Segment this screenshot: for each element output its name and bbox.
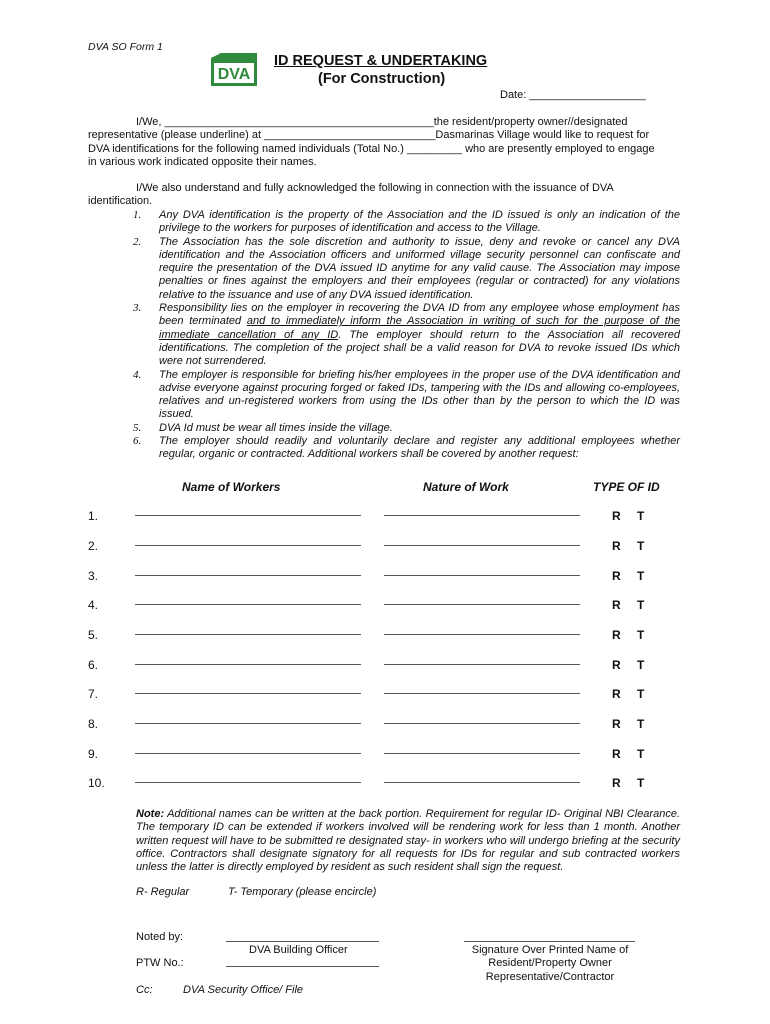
type-temporary-option[interactable]: T [637,776,645,790]
signature-caption: Signature Over Printed Name of Resident/Property Owner Representative/Contractor [471,944,629,983]
type-regular-option[interactable]: R [612,569,621,583]
nature-of-work-field[interactable] [384,782,580,783]
table-row: 4. R T [88,598,645,612]
type-regular-option[interactable]: R [612,776,621,790]
ptw-number-field[interactable] [226,966,379,967]
resident-signature-line[interactable] [464,941,635,942]
ack-line: I/We also understand and fully acknowledged the following in connection with the issuance of DVA [136,182,614,194]
note-text: Additional names can be written at the back portion. Requirement for regular ID- Original NBI Clearance. The temporary ID can be extended if workers involved will be rendering work for less than 1 month. Another written request will have to be submitted re designated stay- in workers who will undergo briefing at the security office. Contractors shall designate signatory for all requests for IDs for regular and sub contracted workers unless the latter is directly employed by resident as such resident shall sign the request. [136,808,680,874]
worker-name-field[interactable] [135,604,361,605]
term-item: 2. The Association has the sole discretion and authority to issue, deny and revoke or cancel any DVA identification and the Association officers and uniformed village security personnel can confiscate and require the presentation of the DVA issued ID anytime for any valid cause. The Association may impose penalties or fines against the employers and their employees (regular or contracted) for any violations relative to the issuance and use of any DVA issued identification. [133,235,680,301]
type-temporary-option[interactable]: T [637,539,645,553]
date-field[interactable]: Date: ___________________ [500,89,646,101]
table-row: 8. R T [88,717,645,731]
column-header-type: TYPE OF ID [593,480,660,494]
intro-line: representative (please underline) at ____________________________Dasmarinas Village would like to request for [88,129,650,142]
type-regular-option[interactable]: R [612,509,621,523]
type-temporary-option[interactable]: T [637,717,645,731]
cc-value: DVA Security Office/ File [183,984,304,996]
terms-list [133,209,681,462]
nature-of-work-field[interactable] [384,515,580,516]
cc-label: Cc: [136,984,153,996]
logo-text: DVA [217,66,251,83]
table-row: 6. R T [88,658,645,672]
type-temporary-option[interactable]: T [637,569,645,583]
worker-name-field[interactable] [135,782,361,783]
ack-line: identification. [88,195,153,208]
officer-label: DVA Building Officer [249,944,348,956]
type-temporary-option[interactable]: T [637,687,645,701]
table-row: 10. R T [88,776,645,790]
type-temporary-option[interactable]: T [637,747,645,761]
worker-name-field[interactable] [135,545,361,546]
term-item: 3. Responsibility lies on the employer in recovering the DVA ID from any employee whose employment has been terminated and to immediately inform the Association in writing of such for the purpose of the immediate cancellation of any ID. The employer should return to the Association all recovered identifications. The completion of the project shall be a valid reason for DVA to revoke issued IDs which were not surrendered. [133,302,681,368]
table-row: 5. R T [88,628,645,642]
worker-name-field[interactable] [135,723,361,724]
noted-by-label: Noted by: [136,931,184,943]
type-regular-option[interactable]: R [612,747,621,761]
page-title: ID REQUEST & UNDERTAKING [274,53,488,69]
table-row: 9. R T [88,747,645,761]
column-header-work: Nature of Work [423,480,509,494]
term-item: 6. The employer should readily and voluntarily declare and register any additional employees whether regular, organic or contracted. Additional workers shall be covered by another request: [133,435,680,461]
nature-of-work-field[interactable] [384,693,580,694]
table-row: 7. R T [88,687,645,701]
intro-line: DVA identifications for the following named individuals (Total No.) _________ who are presently employed to engage [88,142,655,155]
term-item: 5. DVA Id must be wear all times inside the village. [133,421,393,434]
nature-of-work-field[interactable] [384,723,580,724]
nature-of-work-field[interactable] [384,545,580,546]
type-regular-option[interactable]: R [612,598,621,612]
type-regular-option[interactable]: R [612,687,621,701]
dva-logo [205,52,263,92]
intro-line: I/We, ____________________________________________the resident/property owner//designated [136,116,628,128]
table-row: 1. R T [88,509,645,523]
type-regular-option[interactable]: R [612,658,621,672]
legend-temporary: T- Temporary (please encircle) [228,886,377,898]
type-temporary-option[interactable]: T [637,598,645,612]
form-code: DVA SO Form 1 [88,41,163,53]
worker-name-field[interactable] [135,693,361,694]
nature-of-work-field[interactable] [384,604,580,605]
worker-name-field[interactable] [135,515,361,516]
nature-of-work-field[interactable] [384,664,580,665]
noted-by-signature-line[interactable] [226,941,379,942]
worker-name-field[interactable] [135,664,361,665]
type-temporary-option[interactable]: T [637,509,645,523]
legend-regular: R- Regular [136,886,190,898]
acknowledgement-paragraph [88,182,680,209]
note-label: Note: [136,808,165,820]
column-header-name: Name of Workers [182,480,281,494]
intro-line: in various work indicated opposite their names. [88,155,317,168]
worker-name-field[interactable] [135,634,361,635]
type-regular-option[interactable]: R [612,539,621,553]
type-temporary-option[interactable]: T [637,628,645,642]
nature-of-work-field[interactable] [384,634,580,635]
intro-paragraph [88,116,680,169]
nature-of-work-field[interactable] [384,575,580,576]
term-item: 1. Any DVA identification is the property of the Association and the ID issued is only an indication of the privilege to the workers for purposes of identification and access to the Village. [133,209,680,235]
type-regular-option[interactable]: R [612,717,621,731]
table-row: 3. R T [88,569,645,583]
note-paragraph [136,808,680,874]
table-row: 2. R T [88,539,645,553]
nature-of-work-field[interactable] [384,753,580,754]
type-regular-option[interactable]: R [612,628,621,642]
term-item: 4. The employer is responsible for briefing his/her employees in the proper use of the DVA identification and advise everyone against procuring forged or faked IDs, tampering with the IDs and allowing co-employees, relatives and un-registered workers from using the IDs other than by the person to which the ID was issued. [133,368,680,421]
worker-name-field[interactable] [135,753,361,754]
type-temporary-option[interactable]: T [637,658,645,672]
ptw-label: PTW No.: [136,957,184,969]
worker-name-field[interactable] [135,575,361,576]
page-subtitle: (For Construction) [318,71,446,87]
